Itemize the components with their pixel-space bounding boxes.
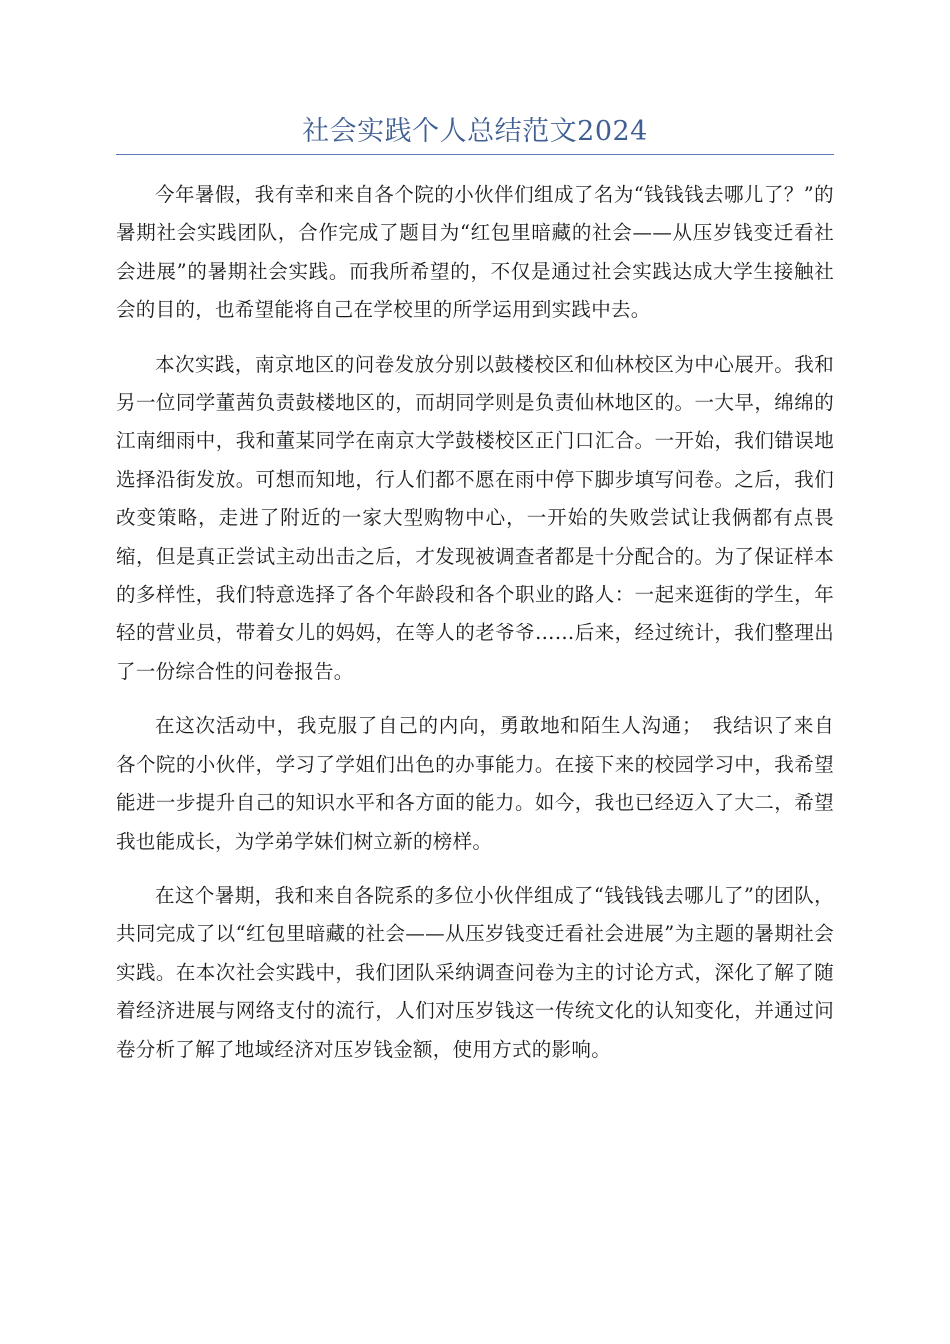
paragraph-2: 本次实践，南京地区的问卷发放分别以鼓楼校区和仙林校区为中心展开。我和另一位同学董茜负责鼓楼地区的，而胡同学则是负责仙林地区的。一大早，绵绵的江南细雨中，我和董某同学在南京大学鼓楼校区正门口汇合。一开始，我们错误地选择沿街发放。可想而知地，行人们都不愿在雨中停下脚步填写问卷。之后，我们改变策略，走进了附近的一家大型购物中心，一开始的失败尝试让我俩都有点畏缩，但是真正尝试主动出击之后，才发现被调查者都是十分配合的。为了保证样本的多样性，我们特意选择了各个年龄段和各个职业的路人：一起来逛街的学生，年轻的营业员，带着女儿的妈妈，在等人的老爷爷……后来，经过统计，我们整理出了一份综合性的问卷报告。 (116, 352, 834, 683)
title-underline-divider (116, 154, 834, 155)
paragraph-4: 在这个暑期，我和来自各院系的多位小伙伴组成了“钱钱钱去哪儿了”的团队，共同完成了以“红包里暗藏的社会——从压岁钱变迁看社会进展”为主题的暑期社会实践。在本次社会实践中，我们团队采纳调查问卷为主的讨论方式，深化了解了随着经济进展与网络支付的流行，人们对压岁钱这一传统文化的认知变化，并通过问卷分析了解了地域经济对压岁钱金额，使用方式的影响。 (116, 883, 834, 1061)
paragraph-3: 在这次活动中，我克服了自己的内向，勇敢地和陌生人沟通； 我结识了来自各个院的小伙伴，学习了学姐们出色的办事能力。在接下来的校园学习中，我希望能进一步提升自己的知识水平和各方面的能力。如今，我也已经迈入了大二，希望我也能成长，为学弟学妹们树立新的榜样。 (116, 714, 834, 853)
paragraph-1: 今年暑假，我有幸和来自各个院的小伙伴们组成了名为“钱钱钱去哪儿了？”的暑期社会实践团队，合作完成了题目为“红包里暗藏的社会——从压岁钱变迁看社会进展”的暑期社会实践。而我所希望的，不仅是通过社会实践达成大学生接触社会的目的，也希望能将自己在学校里的所学运用到实践中去。 (116, 183, 834, 322)
document-title: 社会实践个人总结范文2024 (302, 116, 648, 147)
document-body (116, 176, 834, 1085)
